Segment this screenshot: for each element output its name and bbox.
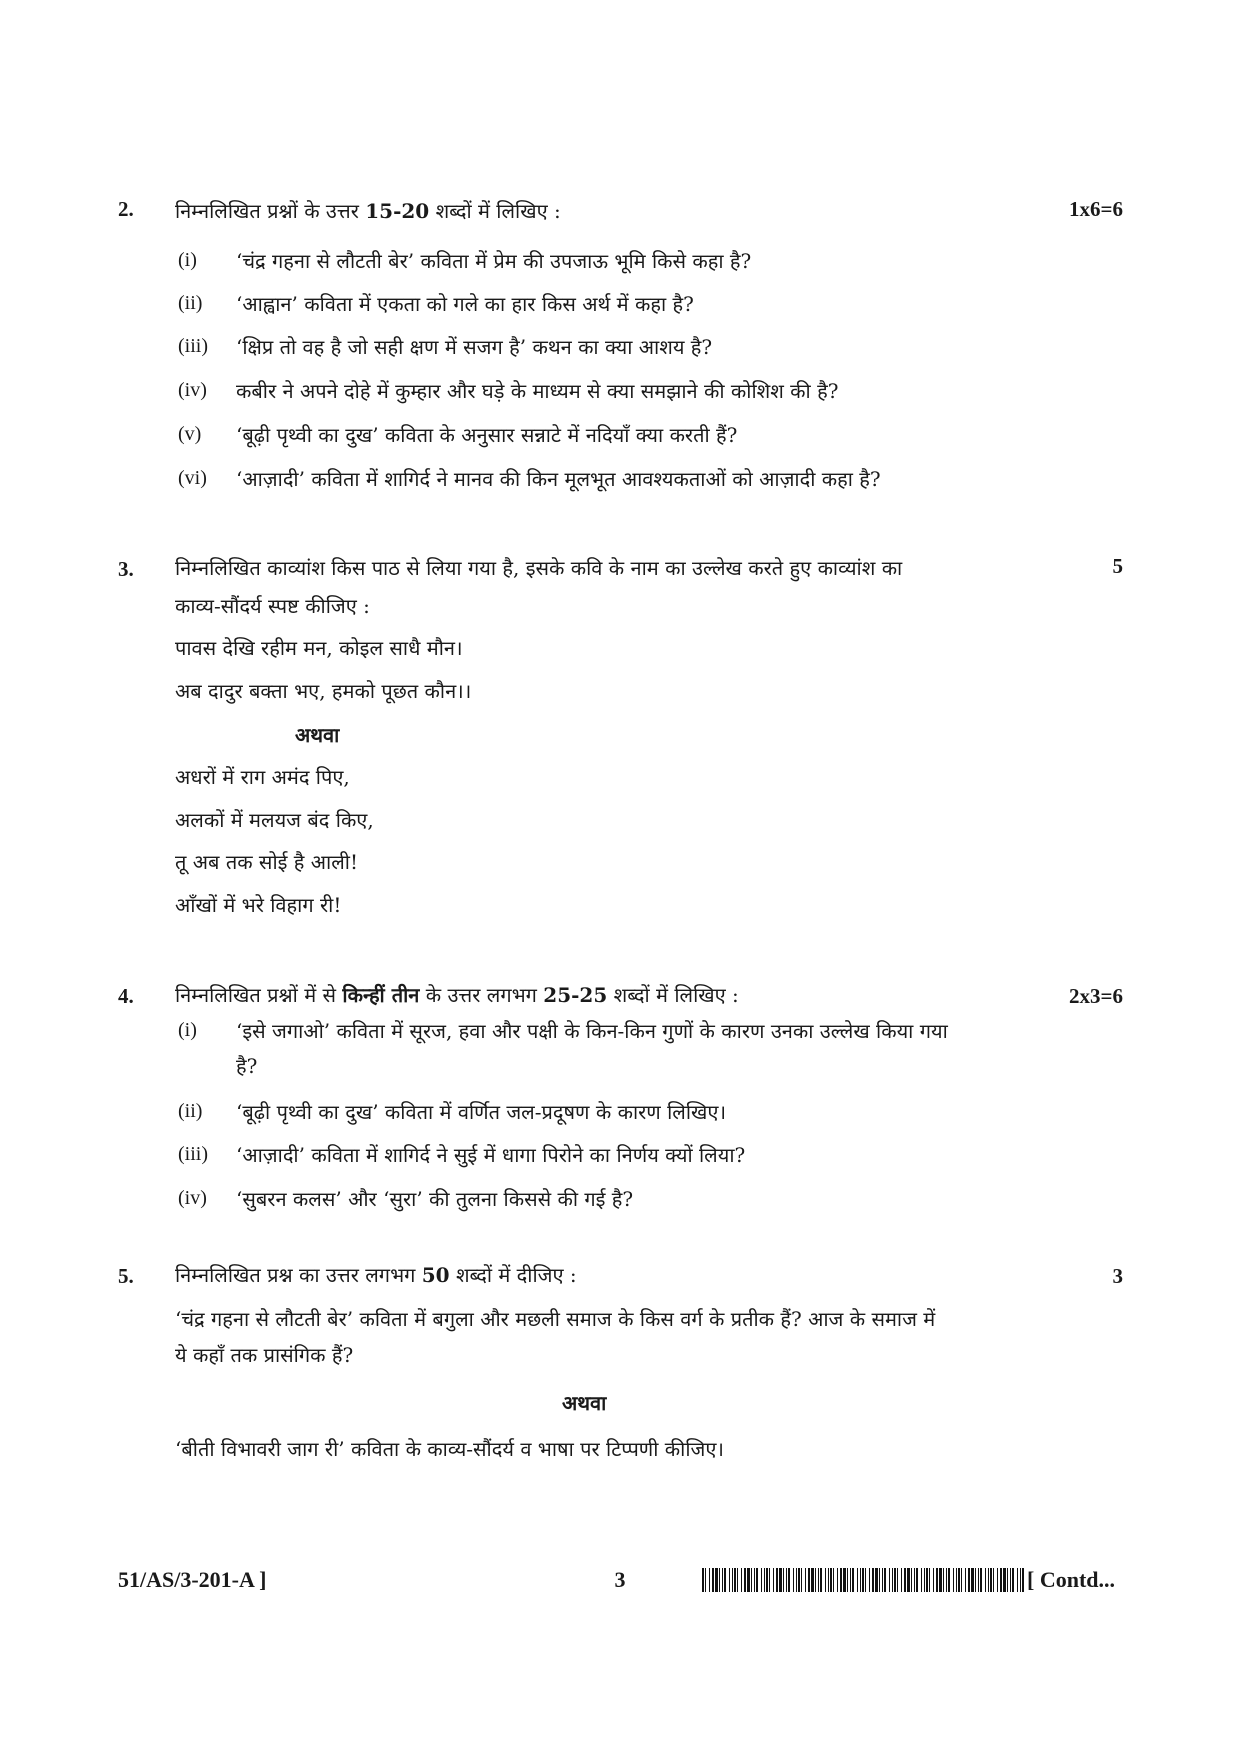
q5-or-label: अथवा: [562, 1391, 607, 1415]
question-3-stem-line-1: निम्नलिखित काव्यांश किस पाठ से लिया गया है, इसके कवि के नाम का उल्लेख करते हुए काव्यांश का: [175, 556, 903, 580]
q4-item-1-text-line-2: है?: [236, 1054, 258, 1078]
question-5-marks: 3: [1112, 1264, 1123, 1288]
poem-2-line-1: अधरों में राग अमंद पिए,: [175, 765, 350, 789]
question-5-text-line-1: ‘चंद्र गहना से लौटती बेर’ कविता में बगुला और मछली समाज के किस वर्ग के प्रतीक हैं? आज के समाज में: [175, 1307, 936, 1331]
question-3-number: 3.: [118, 557, 134, 581]
paper-code: 51/AS/3-201-A ]: [118, 1567, 267, 1592]
question-4-stem: निम्नलिखित प्रश्नों में से किन्हीं तीन के उत्तर लगभग 25-25 शब्दों में लिखिए :: [175, 983, 739, 1007]
q2-item-4-text: कबीर ने अपने दोहे में कुम्हार और घड़े के माध्यम से क्या समझाने की कोशिश की है?: [236, 379, 839, 403]
q4-item-3-text: ‘आज़ादी’ कविता में शागिर्द ने सुई में धागा पिरोने का निर्णय क्यों लिया?: [236, 1143, 746, 1167]
q4-item-1-roman: (i): [178, 1019, 197, 1041]
poem-2-line-3: तू अब तक सोई है आली!: [175, 850, 359, 874]
q2-item-6-text: ‘आज़ादी’ कविता में शागिर्द ने मानव की किन मूलभूत आवश्यकताओं को आज़ादी कहा है?: [236, 467, 881, 491]
q4-item-1-text-line-1: ‘इसे जगाओ’ कविता में सूरज, हवा और पक्षी के किन-किन गुणों के कारण उनका उल्लेख किया गया: [236, 1019, 948, 1043]
question-5-number: 5.: [118, 1264, 134, 1288]
poem-1-line-1: पावस देखि रहीम मन, कोइल साधै मौन।: [175, 636, 463, 660]
question-5-stem: निम्नलिखित प्रश्न का उत्तर लगभग 50 शब्दों में दीजिए :: [175, 1263, 577, 1287]
question-5-alt-text: ‘बीती विभावरी जाग री’ कविता के काव्य-सौंदर्य व भाषा पर टिप्पणी कीजिए।: [175, 1437, 725, 1461]
q2-item-6-roman: (vi): [178, 467, 207, 489]
question-2-marks: 1x6=6: [1069, 197, 1123, 221]
q4-item-4-text: ‘सुबरन कलस’ और ‘सुरा’ की तुलना किससे की गई है?: [236, 1187, 634, 1211]
q2-item-2-text: ‘आह्वान’ कविता में एकता को गले का हार किस अर्थ में कहा है?: [236, 292, 694, 316]
poem-1-line-2: अब दादुर बक्ता भए, हमको पूछत कौन।।: [175, 679, 472, 703]
question-4-number: 4.: [118, 984, 134, 1008]
q4-item-2-text: ‘बूढ़ी पृथ्वी का दुख’ कविता में वर्णित जल-प्रदूषण के कारण लिखिए।: [236, 1100, 727, 1124]
question-3-stem-line-2: काव्य-सौंदर्य स्पष्ट कीजिए :: [175, 594, 370, 618]
question-2-stem: निम्नलिखित प्रश्नों के उत्तर 15-20 शब्दों में लिखिए :: [175, 199, 561, 223]
poem-2-line-4: आँखों में भरे विहाग री!: [175, 893, 342, 917]
question-5-text-line-2: ये कहाँ तक प्रासंगिक हैं?: [175, 1343, 354, 1367]
continued-label: [ Contd...: [1027, 1567, 1116, 1592]
barcode: [702, 1568, 1024, 1592]
poem-2-line-2: अलकों में मलयज बंद किए,: [175, 808, 374, 832]
q2-item-3-roman: (iii): [178, 335, 208, 357]
question-4-marks: 2x3=6: [1069, 984, 1123, 1008]
q4-item-2-roman: (ii): [178, 1100, 203, 1122]
question-2-number: 2.: [118, 197, 134, 221]
q2-item-2-roman: (ii): [178, 292, 203, 314]
page-number: 3: [614, 1567, 626, 1592]
q2-item-3-text: ‘क्षिप्र तो वह है जो सही क्षण में सजग है’ कथन का क्या आशय है?: [236, 335, 713, 359]
question-3-marks: 5: [1112, 554, 1123, 578]
q2-item-1-roman: (i): [178, 249, 197, 271]
q3-or-label: अथवा: [295, 723, 340, 747]
q2-item-4-roman: (iv): [178, 379, 207, 401]
q2-item-1-text: ‘चंद्र गहना से लौटती बेर’ कविता में प्रेम की उपजाऊ भूमि किसे कहा है?: [236, 249, 752, 273]
q2-item-5-text: ‘बूढ़ी पृथ्वी का दुख’ कविता के अनुसार सन्नाटे में नदियाँ क्या करती हैं?: [236, 423, 738, 447]
q4-item-3-roman: (iii): [178, 1143, 208, 1165]
q4-item-4-roman: (iv): [178, 1187, 207, 1209]
q2-item-5-roman: (v): [178, 423, 202, 445]
